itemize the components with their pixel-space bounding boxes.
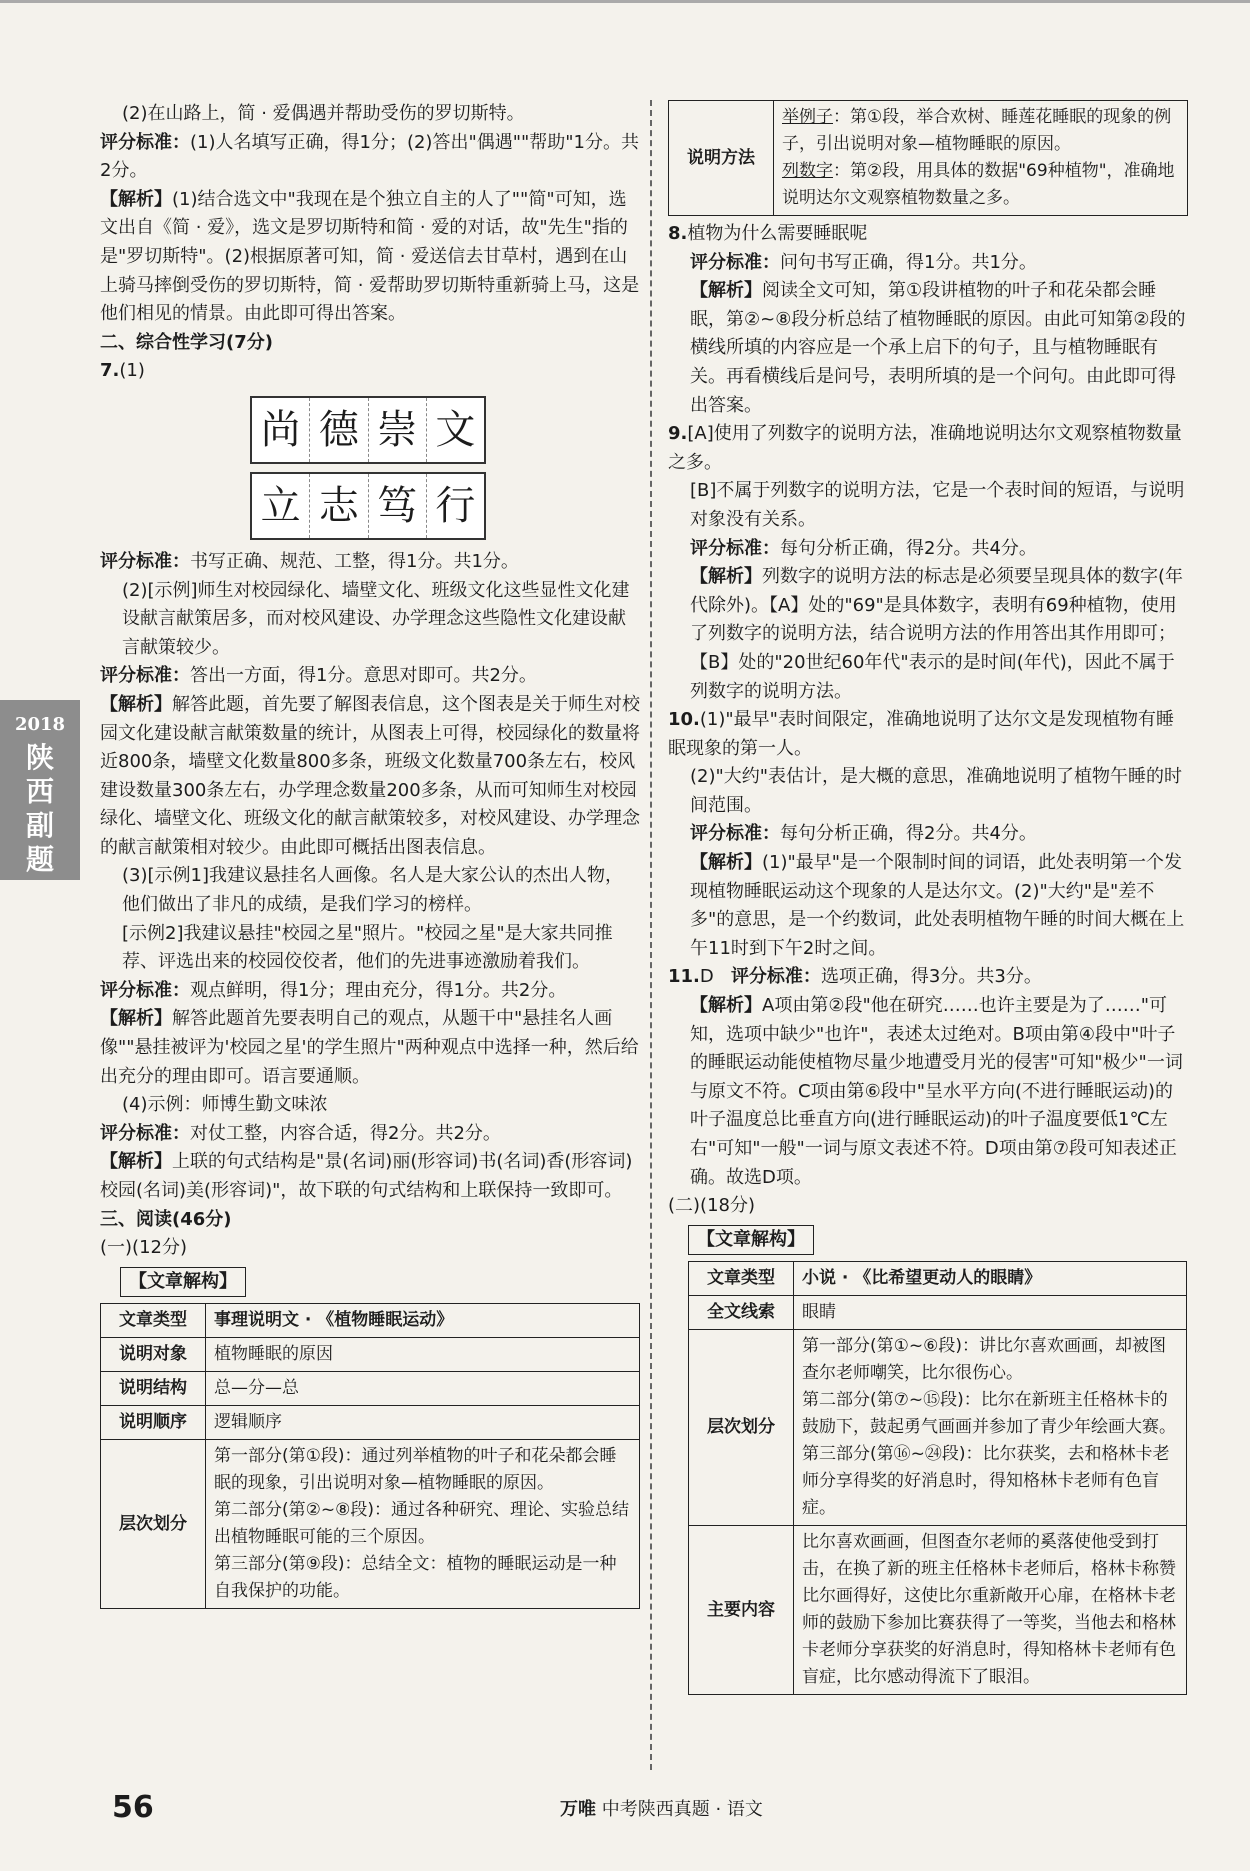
calligraphy-char: 志: [310, 474, 368, 538]
calligraphy-char: 文: [435, 406, 476, 453]
table-label: 说明结构: [101, 1372, 206, 1406]
q7-2-criteria: 评分标准：答出一方面，得1分。意思对即可。共2分。: [100, 665, 537, 687]
page-number: 56: [112, 1790, 154, 1825]
table-row: [101, 1304, 640, 1338]
table-row: [669, 101, 1188, 216]
calligraphy-couplet: [250, 396, 640, 540]
structure-table-2: [688, 1261, 1187, 1695]
q6-criteria: 评分标准：(1)人名填写正确，得1分；(2)答出"偶遇""帮助"1分。共2分。: [100, 131, 640, 182]
q6-analysis: 【解析】(1)结合选文中"我现在是个独立自主的人了""简"可知，选文出自《简 · 爱》，选文是罗切斯特和简 · 爱的对话，故"先生"指的是"罗切斯特"。(2)根据原著可知，简 · 爱送信去甘草村，遇到在山上骑马摔倒受伤的罗切斯特，简 · 爱帮助罗切斯特重新骑上马，这是他们相见的情景。由此即可得出答案。: [100, 188, 640, 325]
layer-item: 第三部分(第⑨段)：总结全文：植物的睡眠运动是一种自我保护的功能。: [214, 1554, 617, 1602]
q7-3-example-2: [示例2]我建议悬挂"校园之星"照片。"校园之星"是大家共同推荐、评选出来的校园佼佼者，他们的先进事迹激励着我们。: [122, 922, 613, 973]
table-value: 小说 · 《比希望更动人的眼睛》: [794, 1262, 1187, 1296]
table-label: 说明对象: [101, 1338, 206, 1372]
calligraphy-char: 行: [435, 482, 476, 529]
table-value: 植物睡眠的原因: [206, 1338, 640, 1372]
q10-2: (2)"大约"表估计，是大概的意思，准确地说明了植物午睡的时间范围。: [690, 766, 1183, 816]
table-value: 总—分—总: [206, 1372, 640, 1406]
table-label: 全文线索: [689, 1296, 794, 1330]
layer-item: 第三部分(第⑯~㉔段)：比尔获奖，去和格林卡老师分享得奖的好消息时，得知格林卡老师有色盲症。: [802, 1444, 1170, 1519]
side-tab: [0, 700, 80, 880]
table-row: [689, 1262, 1187, 1296]
table-label: 层次划分: [101, 1440, 206, 1609]
table-label: 说明顺序: [101, 1406, 206, 1440]
table-value: 事理说明文 · 《植物睡眠运动》: [206, 1304, 640, 1338]
q6-2-answer: (2)在山路上，简 · 爱偶遇并帮助受伤的罗切斯特。: [122, 103, 525, 124]
method-item: 举例子：第①段，举合欢树、睡莲花睡眠的现象的例子，引出说明对象—植物睡眠的原因。: [782, 107, 1172, 154]
footer-title: 万唯 中考陕西真题 · 语文: [560, 1799, 763, 1820]
calligraphy-char: 笃: [369, 474, 427, 538]
method-item: 列数字：第②段，用具体的数据"69种植物"，准确地说明达尔文观察植物数量之多。: [782, 161, 1175, 208]
calligraphy-char: 尚: [252, 398, 310, 462]
section-2-heading: 二、综合性学习(7分): [100, 331, 273, 353]
side-tab-year: 2018: [14, 714, 66, 735]
brand-logo: 万唯: [560, 1799, 596, 1820]
calligraphy-char: 立: [252, 474, 310, 538]
table-label: 文章类型: [689, 1262, 794, 1296]
table-row: [689, 1526, 1187, 1695]
q7-2-analysis: 【解析】解答此题，首先要了解图表信息，这个图表是关于师生对校园文化建设献言献策数量的统计，从图表上可得，校园绿化的数量将近800条，墙壁文化数量800多条，班级文化数量700条左右，校风建设数量300条左右，办学理念数量200多条，从而可知师生对校园绿化、墙壁文化、班级文化的献言献策较多，对校风建设、办学理念的献言献策相对较少。由此即可概括出图表信息。: [100, 693, 640, 858]
q7-3-example-1: (3)[示例1]我建议悬挂名人画像。名人是大家公认的杰出人物，他们做出了非凡的成绩，是我们学习的榜样。: [122, 865, 623, 916]
table-row: [689, 1330, 1187, 1526]
table-label: 说明方法: [669, 101, 774, 216]
q9-analysis: 【解析】列数字的说明方法的标志是必须要呈现具体的数字(年代除外)。【A】处的"69"是具体数字，表明有69种植物，使用了列数字的说明方法，结合说明方法的作用答出其作用即可；【B】处的"20世纪60年代"表示的是时间(年代)，因此不属于列数字的说明方法。: [690, 566, 1184, 702]
q9-b: [B]不属于列数字的说明方法，它是一个表时间的短语，与说明对象没有关系。: [690, 480, 1185, 530]
calligraphy-row-1: [250, 396, 486, 464]
structure-table-1: [100, 1303, 640, 1609]
table-label: 文章类型: [101, 1304, 206, 1338]
table-row: [101, 1372, 640, 1406]
q8-criteria: 评分标准：问句书写正确，得1分。共1分。: [690, 251, 1037, 273]
q9-criteria: 评分标准：每句分析正确，得2分。共4分。: [690, 537, 1037, 559]
part-2-heading: (二)(18分): [668, 1195, 755, 1217]
table-value: 逻辑顺序: [206, 1406, 640, 1440]
q11-analysis: 【解析】A项由第②段"他在研究……也许主要是为了……"可知，选项中缺少"也许"，表述太过绝对。B项由第④段中"叶子的睡眠运动能使植物尽量少地遭受月光的侵害"可知"极少"一词与原文不符。C项由第⑥段中"呈水平方向(不进行睡眠运动)的叶子温度总比垂直方向(进行睡眠运动)的叶子温度要低1℃左右"可知"一般"一词与原文表述不符。D项由第⑦段可知表述正确。故选D项。: [690, 995, 1183, 1188]
table-value: [774, 101, 1188, 216]
column-divider: [650, 100, 652, 1770]
q7-4-answer: (4)示例：师博生勤文味浓: [122, 1094, 328, 1116]
table-value: 眼睛: [794, 1296, 1187, 1330]
method-table: [668, 100, 1188, 216]
layer-item: 第二部分(第②~⑧段)：通过各种研究、理论、实验总结出植物睡眠可能的三个原因。: [214, 1500, 629, 1548]
table-label: 层次划分: [689, 1330, 794, 1526]
q7-4-analysis: 【解析】上联的句式结构是"景(名词)丽(形容词)书(名词)香(形容词)校园(名词)美(形容词)"，故下联的句式结构和上联保持一致即可。: [100, 1151, 633, 1201]
q10-criteria: 评分标准：每句分析正确，得2分。共4分。: [690, 823, 1037, 845]
table-value: [794, 1330, 1187, 1526]
table-row: [101, 1338, 640, 1372]
layer-item: 第一部分(第①~⑥段)：讲比尔喜欢画画，却被图查尔老师嘲笑，比尔很伤心。: [802, 1336, 1166, 1384]
top-rule: [0, 0, 1250, 3]
q7-2-answer: (2)[示例]师生对校园绿化、墙壁文化、班级文化这些显性文化建设献言献策居多，而对校风建设、办学理念这些隐性文化建设献言献策较少。: [122, 579, 630, 658]
layer-item: 第一部分(第①段)：通过列举植物的叶子和花朵都会睡眠的现象，引出说明对象—植物睡眠的原因。: [214, 1446, 617, 1494]
q7-1-label: 7.(1): [100, 360, 145, 382]
side-tab-text: 陕西副题: [25, 741, 54, 876]
part-1-heading: (一)(12分): [100, 1237, 187, 1259]
table-value: 比尔喜欢画画，但图查尔老师的奚落使他受到打击，在换了新的班主任格林卡老师后，格林卡称赞比尔画得好，这使比尔重新敞开心扉，在格林卡老师的鼓励下参加比赛获得了一等奖，当他去和格林卡老师分享获奖的好消息时，得知格林卡老师有色盲症，比尔感动得流下了眼泪。: [794, 1526, 1187, 1695]
q7-3-criteria: 评分标准：观点鲜明，得1分；理由充分，得1分。共2分。: [100, 979, 567, 1001]
left-column: [100, 100, 640, 1613]
right-column: [668, 100, 1188, 1699]
calligraphy-char: 崇: [369, 398, 427, 462]
layer-item: 第二部分(第⑦~⑮段)：比尔在新班主任格林卡的鼓励下，鼓起勇气画画并参加了青少年绘画大赛。: [802, 1390, 1176, 1438]
calligraphy-row-2: [250, 472, 486, 540]
structure-box-title: 【文章解构】: [120, 1267, 246, 1298]
structure-box-title: 【文章解构】: [688, 1225, 814, 1256]
q7-1-criteria: 评分标准：书写正确、规范、工整，得1分。共1分。: [100, 550, 519, 572]
calligraphy-char: 德: [310, 398, 368, 462]
q7-3-analysis: 【解析】解答此题首先要表明自己的观点，从题干中"悬挂名人画像""悬挂被评为'校园之星'的学生照片"两种观点中选择一种，然后给出充分的理由即可。语言要通顺。: [100, 1008, 639, 1087]
table-value: [206, 1440, 640, 1609]
q11-answer: 11.D 评分标准：选项正确，得3分。共3分。: [668, 966, 1042, 988]
q10-1: 10.(1)"最早"表时间限定，准确地说明了达尔文是发现植物有睡眠现象的第一人。: [668, 709, 1174, 759]
table-row: [101, 1406, 640, 1440]
q10-analysis: 【解析】(1)"最早"是一个限制时间的词语，此处表明第一个发现植物睡眠运动这个现象的人是达尔文。(2)"大约"是"差不多"的意思，是一个约数词，此处表明植物午睡的时间大概在上午11时到下午2时之间。: [690, 852, 1185, 959]
q8-answer: 8.植物为什么需要睡眠呢: [668, 223, 868, 244]
q9-a: 9.[A]使用了列数字的说明方法，准确地说明达尔文观察植物数量之多。: [668, 423, 1182, 473]
section-3-heading: 三、阅读(46分): [100, 1208, 232, 1230]
table-row: [101, 1440, 640, 1609]
q8-analysis: 【解析】阅读全文可知，第①段讲植物的叶子和花朵都会睡眠，第②~⑧段分析总结了植物睡眠的原因。由此可知第②段的横线所填的内容应是一个承上启下的句子，且与植物睡眠有关。再看横线后是问号，表明所填的是一个问句。由此即可得出答案。: [690, 280, 1186, 416]
table-row: [689, 1296, 1187, 1330]
table-label: 主要内容: [689, 1526, 794, 1695]
q7-4-criteria: 评分标准：对仗工整，内容合适，得2分。共2分。: [100, 1122, 501, 1144]
